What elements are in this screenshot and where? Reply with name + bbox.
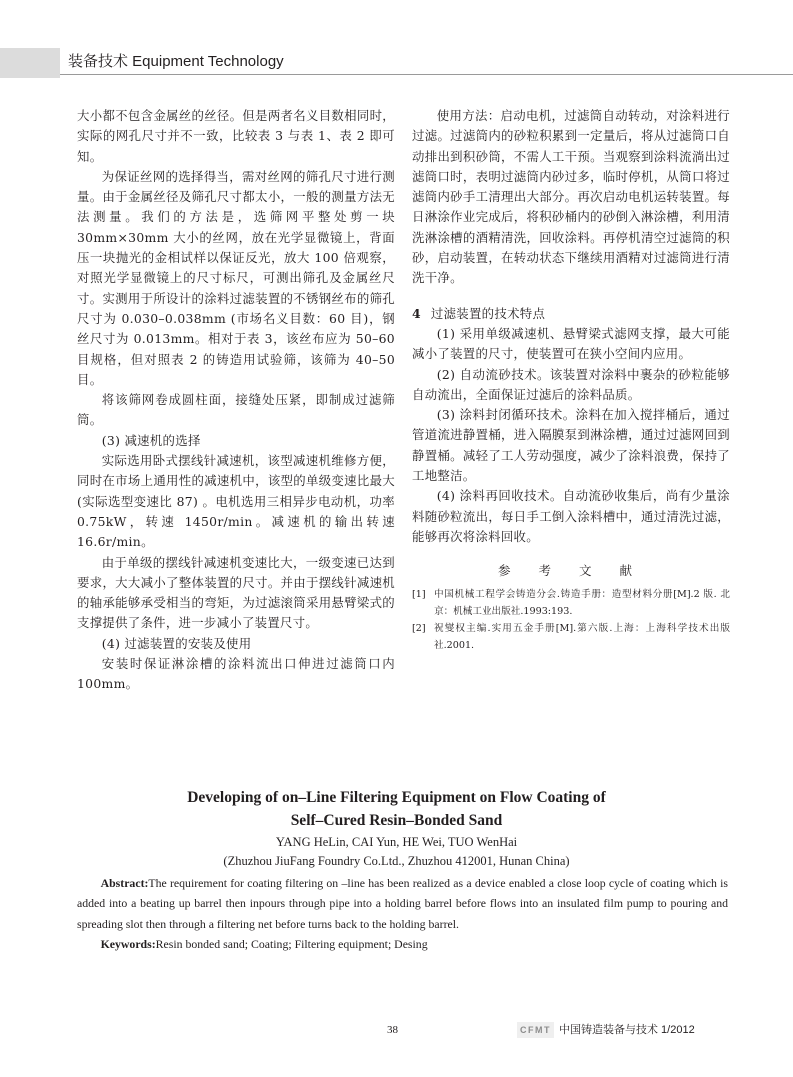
reference-item: [412, 586, 730, 620]
english-title: [0, 786, 793, 832]
paragraph: 大小都不包含金属丝的丝径。但是两者名义目数相同时，实际的网孔尺寸并不一致，比较表 3 与表 1、表 2 即可知。: [77, 108, 395, 164]
feature-paragraph: (4) 涂料再回收技术。自动流砂收集后，尚有少量涂料随砂粒流出，每日手工倒入涂料槽中，通过清洗过滤，能够再次将涂料回收。: [412, 488, 730, 544]
abstract-paragraph: [77, 873, 728, 934]
english-abstract: [77, 873, 728, 954]
keywords-paragraph: [77, 934, 728, 954]
feature-paragraph: (2) 自动流砂技术。该装置对涂料中裹杂的砂粒能够自动流出，全面保证过滤后的涂料品质。: [412, 366, 730, 402]
references-heading: 参 考 文 献: [498, 563, 644, 579]
journal-name-issue: 中国铸造装备与技术 1/2012: [559, 1024, 695, 1036]
section-header-title: 装备技术 Equipment Technology: [68, 53, 284, 70]
paragraph: 将该筛网卷成圆柱面，接缝处压紧，即制成过滤筛筒。: [77, 392, 395, 428]
feature-paragraph: (1) 采用单级减速机、悬臂梁式滤网支撑，最大可能减小了装置的尺寸，使装置可在狭小空间内应用。: [412, 325, 730, 362]
paragraph: 安装时保证淋涂槽的涂料流出口伸进过滤筒口内 100mm。: [77, 656, 395, 692]
section-number: 4: [412, 305, 421, 321]
abstract-label: Abstract:: [100, 876, 149, 890]
paragraph: 实际选用卧式摆线针减速机，该型减速机维修方便，同时在市场上通用性的减速机中，该型的单级变速比最大(实际选型变速比 87) 。电机选用三相异步电动机，功率 0.75kW，转速 1450r/min。减速机的输出转速 16.6r/min。: [77, 453, 395, 550]
reference-item: [412, 620, 730, 654]
reference-text: 祝燮权主编.实用五金手册[M].第六版.上海：上海科学技术出版社.2001.: [434, 622, 730, 651]
english-title-line: Developing of on–Line Filtering Equipment on Flow Coating of: [187, 789, 606, 806]
paragraph: 使用方法：启动电机，过滤筒自动转动，对涂料进行过滤。过滤筒内的砂粒积累到一定量后，将从过滤筒口自动排出到积砂筒，不需人工干预。当观察到涂料流淌出过滤筒口时，表明过滤筒内砂过多，临时停机，从筒口将过滤筒内砂手工清理出大部分。再次启动电机运转装置。每日淋涂作业完成后，将积砂桶内的砂倒入淋涂槽，利用清洗淋涂槽的酒精清洗，回收涂料。再停机清空过滤筒的积砂，启动装置，在转动状态下继续用酒精对过滤筒进行清洗干净。: [412, 108, 730, 286]
header-gray-block: [0, 48, 60, 78]
right-column: [412, 106, 730, 654]
keywords-text: Resin bonded sand; Coating; Filtering equipment; Desing: [155, 936, 428, 951]
paragraph: 由于单级的摆线针减速机变速比大，一级变速已达到要求，大大减小了整体装置的尺寸。并由于摆线针减速机的轴承能够承受相当的弯矩，为过滤滚筒采用悬臂梁式的支撑提供了条件，进一步减小了装置尺寸。: [77, 554, 395, 631]
subsection-heading: (4) 过滤装置的安装及使用: [101, 635, 252, 651]
reference-number: [2]: [412, 622, 426, 634]
reference-number: [1]: [412, 588, 426, 600]
subsection-heading: (3) 减速机的选择: [101, 432, 201, 448]
page-number: 38: [387, 1024, 398, 1036]
english-authors: YANG HeLin, CAI Yun, HE Wei, TUO WenHai: [275, 835, 518, 849]
journal-footer: [517, 1022, 695, 1038]
header-divider: [60, 74, 793, 75]
paragraph: 为保证丝网的选择得当，需对丝网的筛孔尺寸进行测量。由于金属丝径及筛孔尺寸都太小，一般的测量方法无法测量。我们的方法是，选筛网平整处剪一块 30mm×30mm 大小的丝网，放在光学显微镜上，背面压一块抛光的金相试样以保证反光，放大 100 倍观察，对照光学显微镜上的尺寸标尺，可测出筛孔及金属丝尺寸。实测用于所设计的涂料过滤装置的不锈钢丝布的筛孔尺寸为 0.030–0.038mm (市场名义目数：60 目)，钢丝尺寸为 0.013mm。相对于表 3，该丝布应为 50–60 目规格，但对照表 2 的铸造用试验筛，该筛为 40–50 目。: [77, 168, 395, 387]
section-title: 过滤装置的技术特点: [430, 305, 546, 321]
feature-paragraph: (3) 涂料封闭循环技术。涂料在加入搅拌桶后，通过管道流进静置桶，进入隔膜泵到淋涂槽，通过过滤网回到静置桶。减轻了工人劳动强度，减少了涂料浪费，保持了工地整洁。: [412, 407, 730, 484]
english-title-line: Self–Cured Resin–Bonded Sand: [290, 812, 503, 829]
section-heading: [412, 304, 730, 324]
reference-text: 中国机械工程学会铸造分会.铸造手册：造型材料分册[M].2 版. 北京：机械工业出版社.1993:193.: [434, 588, 730, 617]
keywords-label: Keywords:: [100, 936, 156, 951]
left-column: [77, 106, 395, 695]
cfmt-logo: CFMT: [517, 1022, 554, 1038]
english-affiliation: (Zhuzhou JiuFang Foundry Co.Ltd., Zhuzhou 412001, Hunan China): [223, 854, 570, 868]
abstract-text: The requirement for coating filtering on –line has been realized as a device enabled a close loop cycle of coating which is added into a beating up barrel then inpours through pipe into a holding barrel before flows into an insulated film pump to pouring and spreading slot then through a filtering net before turns back to the holding barrel.: [77, 876, 728, 931]
